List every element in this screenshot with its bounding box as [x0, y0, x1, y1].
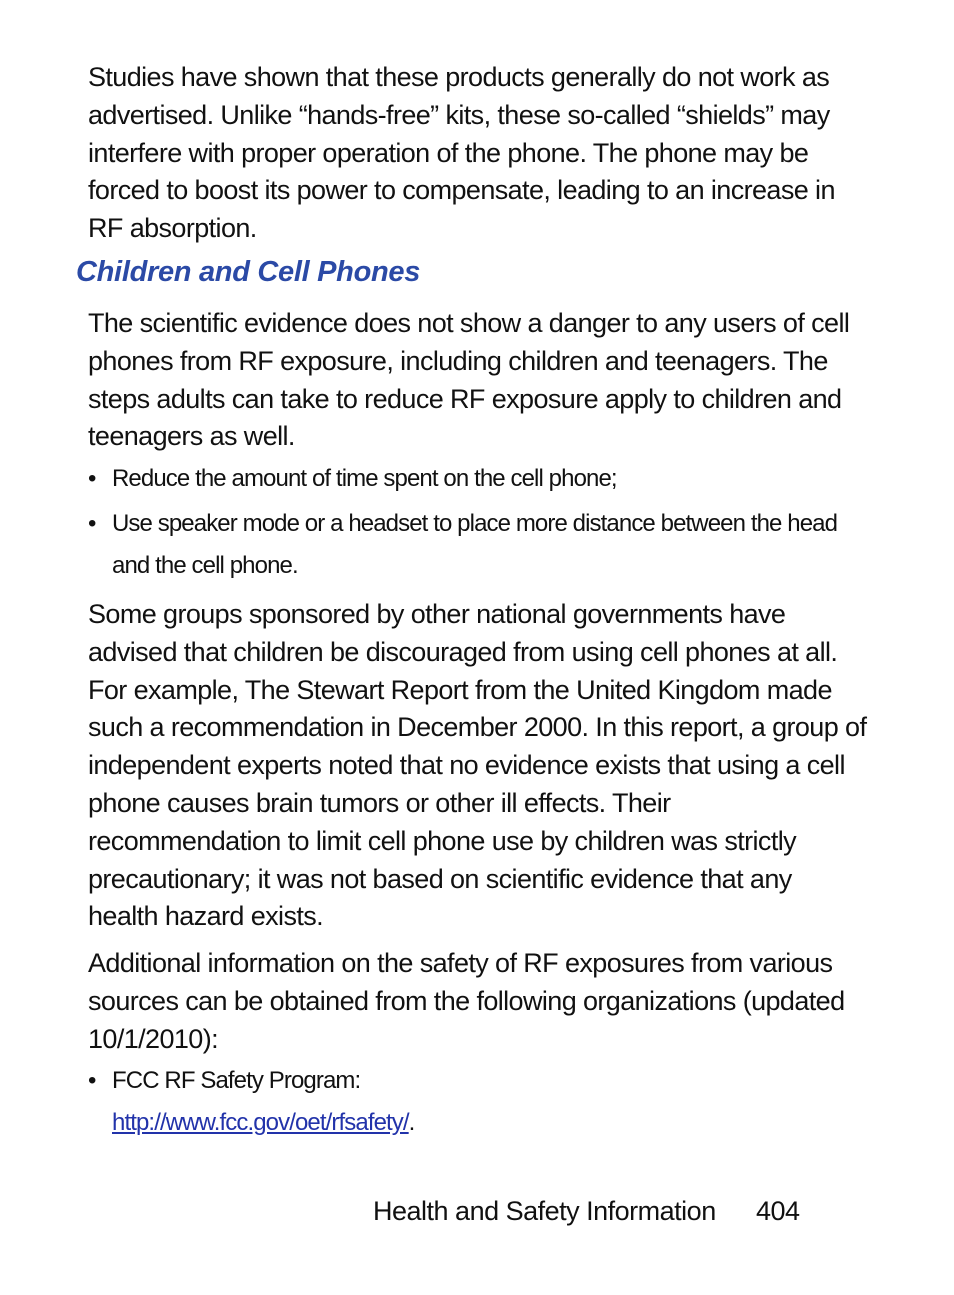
- fcc-link-line: [112, 1102, 868, 1144]
- bullet-item-reduce-time: [88, 458, 868, 500]
- bullet-item-speaker-mode: [88, 503, 868, 587]
- paragraph-additional-info: Additional information on the safety of RF exposures from various sources can be obtained from the following organizations (updated 10/1/2010):: [88, 948, 845, 1054]
- bullet-text: Use speaker mode or a headset to place more distance between the head and the cell phone.: [112, 510, 838, 579]
- bullet-text: Reduce the amount of time spent on the cell phone;: [112, 465, 617, 492]
- page-number: 404: [756, 1196, 800, 1226]
- bullet-item-fcc: [88, 1060, 868, 1144]
- paragraph-scientific-evidence: The scientific evidence does not show a danger to any users of cell phones from RF exposure, including children and teenagers. The steps adults can take to reduce RF exposure apply to children and teenagers as well.: [88, 308, 850, 452]
- bullet-text: FCC RF Safety Program:: [112, 1067, 361, 1094]
- bullet-icon: •: [88, 465, 96, 492]
- bullet-icon: •: [88, 510, 96, 537]
- fcc-rf-safety-link[interactable]: http://www.fcc.gov/oet/rfsafety/: [112, 1109, 409, 1136]
- bullet-icon: •: [88, 1067, 96, 1094]
- paragraph-shields: Studies have shown that these products generally do not work as advertised. Unlike “hands-free” kits, these so-called “shields” may interfere with proper operation of the phone. The phone may be forced to boost its power to compensate, leading to an increase in RF absorption.: [88, 62, 835, 244]
- footer-section-title: Health and Safety Information: [373, 1196, 716, 1226]
- paragraph-stewart-report: Some groups sponsored by other national governments have advised that children be discouraged from using cell phones at all. For example, The Stewart Report from the United Kingdom made such a recommendation in December 2000. In this report, a group of independent experts noted that no evidence exists that using a cell phone causes brain tumors or other ill effects. Their recommendation to limit cell phone use by children was strictly precautionary; it was not based on scientific evidence that any health hazard exists.: [88, 599, 867, 932]
- section-heading: Children and Cell Phones: [76, 256, 421, 288]
- link-period: .: [408, 1109, 415, 1136]
